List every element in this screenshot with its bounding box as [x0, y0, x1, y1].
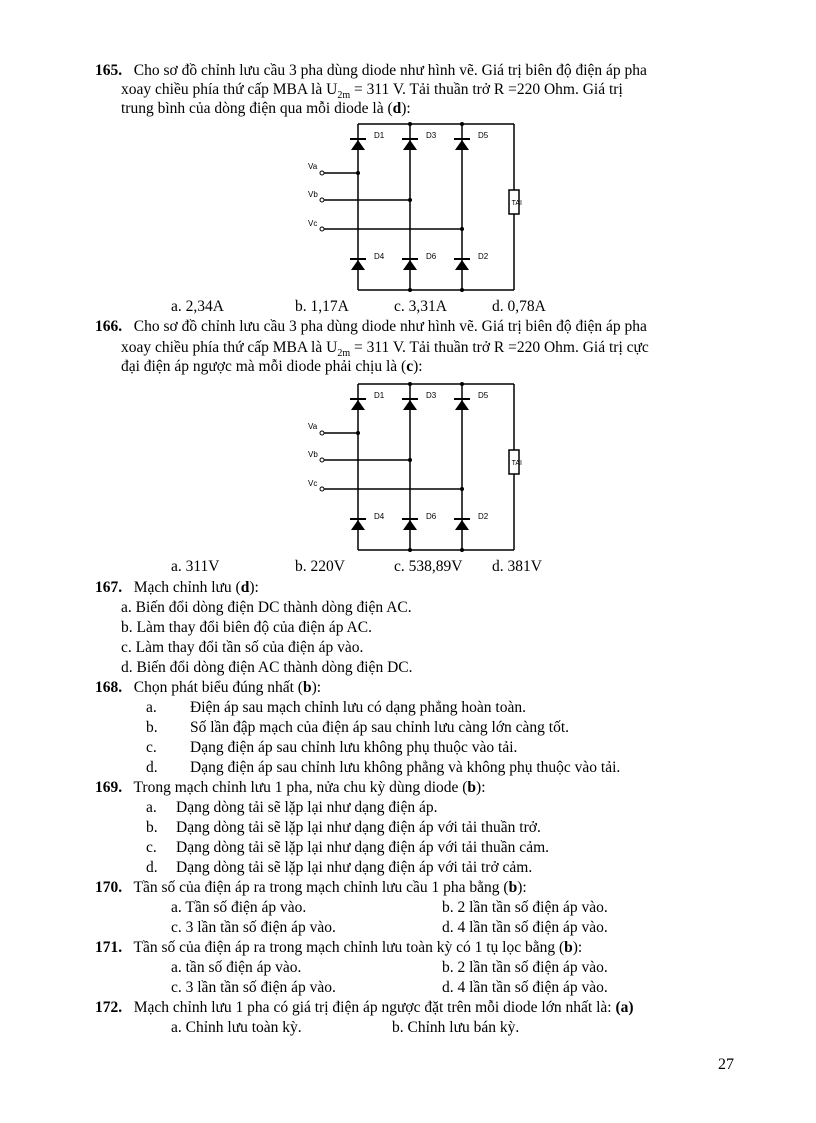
- q169-label-b: b.: [146, 819, 158, 836]
- q168-option-a: Điện áp sau mạch chỉnh lưu có dạng phẳng hoàn toàn.: [190, 699, 526, 716]
- question-text: trung bình của dòng điện qua mỗi diode là (: [121, 100, 393, 117]
- diode-label: D4: [374, 512, 385, 521]
- q171-stem: [95, 938, 582, 957]
- question-text: Mạch chỉnh lưu 1 pha có giá trị điện áp ngược đặt trên mỗi diode lớn nhất là:: [133, 999, 616, 1016]
- diode-label: D6: [426, 252, 437, 261]
- question-text: = 311 V. Tải thuần trở R =220 Ohm. Giá trị: [350, 81, 623, 98]
- q166-line3: [121, 357, 423, 376]
- question-text: Trong mạch chỉnh lưu 1 pha, nửa chu kỳ dùng diode (: [133, 779, 468, 796]
- q166-option-b: b. 220V: [295, 558, 345, 575]
- diode-label: D4: [374, 252, 385, 261]
- q171-option-d: d. 4 lần tần số điện áp vào.: [442, 979, 608, 996]
- q166-option-c: c. 538,89V: [394, 558, 463, 575]
- diode-label: D1: [374, 131, 385, 140]
- q170-option-b: b. 2 lần tần số điện áp vào.: [442, 899, 608, 916]
- diode-label: D5: [478, 391, 489, 400]
- q169-option-d: Dạng dòng tải sẽ lặp lại như dạng điện áp với tải trở cảm.: [176, 859, 533, 876]
- q168-label-b: b.: [146, 719, 158, 736]
- question-text: Tần số của điện áp ra trong mạch chỉnh lưu cầu 1 pha bằng (: [133, 879, 509, 896]
- q171-option-a: a. tần số điện áp vào.: [171, 959, 302, 976]
- q167-stem: [95, 578, 259, 597]
- q172-option-a: a. Chỉnh lưu toàn kỳ.: [171, 1019, 302, 1036]
- question-number: 165.: [95, 62, 123, 79]
- question-number: 167.: [95, 579, 123, 596]
- question-text: Cho sơ đồ chỉnh lưu cầu 3 pha dùng diode như hình vẽ. Giá trị biên độ điện áp pha: [133, 318, 647, 335]
- diode-label: D2: [478, 512, 489, 521]
- load-label: TAI: [511, 200, 522, 207]
- answer-key: c: [406, 358, 414, 375]
- question-text: xoay chiều phía thứ cấp MBA là U: [121, 81, 338, 98]
- q172-option-b: b. Chỉnh lưu bán kỳ.: [392, 1019, 520, 1036]
- q166-line1: [95, 317, 647, 336]
- diode-label: D6: [426, 512, 437, 521]
- question-text: Mạch chỉnh lưu (: [133, 579, 241, 596]
- answer-key: b: [467, 779, 477, 796]
- q169-label-d: d.: [146, 859, 158, 876]
- question-text: xoay chiều phía thứ cấp MBA là U: [121, 339, 338, 356]
- phase-label: Vb: [308, 190, 318, 199]
- q167-option-c: c. Làm thay đổi tần số của điện áp vào.: [121, 639, 364, 656]
- q165-line1: [95, 61, 647, 80]
- question-number: 171.: [95, 939, 123, 956]
- question-number: 170.: [95, 879, 123, 896]
- q167-option-a: a. Biến đổi dòng điện DC thành dòng điện AC.: [121, 599, 412, 616]
- answer-key: (a): [615, 999, 634, 1016]
- question-text: = 311 V. Tải thuần trở R =220 Ohm. Giá trị cực: [350, 339, 649, 356]
- q169-option-b: Dạng dòng tải sẽ lặp lại như dạng điện áp với tải thuần trở.: [176, 819, 541, 836]
- q168-stem: [95, 678, 321, 697]
- question-number: 166.: [95, 318, 123, 335]
- q172-stem: [95, 998, 634, 1017]
- diode-label: D2: [478, 252, 489, 261]
- q169-label-c: c.: [146, 839, 157, 856]
- subscript: 2m: [337, 90, 351, 102]
- q169-option-a: Dạng dòng tải sẽ lặp lại như dạng điện áp.: [176, 799, 438, 816]
- answer-key: b: [302, 679, 312, 696]
- page-number: 27: [718, 1056, 734, 1073]
- question-text: ):: [517, 879, 527, 896]
- phase-label: Vc: [308, 219, 318, 228]
- subscript: 2m: [337, 348, 351, 360]
- q171-option-c: c. 3 lần tần số điện áp vào.: [171, 979, 336, 996]
- question-number: 172.: [95, 999, 123, 1016]
- q165-option-d: d. 0,78A: [492, 298, 546, 315]
- q170-option-c: c. 3 lần tần số điện áp vào.: [171, 919, 336, 936]
- q169-option-c: Dạng dòng tải sẽ lặp lại như dạng điện áp với tải thuần cảm.: [176, 839, 549, 856]
- question-text: Chọn phát biểu đúng nhất (: [133, 679, 303, 696]
- question-number: 169.: [95, 779, 123, 796]
- q165-line3: [121, 99, 411, 118]
- q169-label-a: a.: [146, 799, 157, 816]
- question-text: Tần số của điện áp ra trong mạch chỉnh lưu toàn kỳ có 1 tụ lọc bằng (: [133, 939, 565, 956]
- q165-option-b: b. 1,17A: [295, 298, 349, 315]
- load-label: TAI: [511, 460, 522, 467]
- answer-key: d: [240, 579, 250, 596]
- question-text: ):: [413, 358, 423, 375]
- q167-option-b: b. Làm thay đổi biên độ của điện áp AC.: [121, 619, 372, 636]
- q169-stem: [95, 778, 486, 797]
- question-text: đại điện áp ngược mà mỗi diode phải chịu là (: [121, 358, 407, 375]
- question-text: ):: [572, 939, 583, 956]
- question-text: ):: [249, 579, 259, 596]
- q168-label-a: a.: [146, 699, 157, 716]
- q170-option-a: a. Tần số điện áp vào.: [171, 899, 307, 916]
- question-text: ):: [311, 679, 322, 696]
- bridge-rectifier-diagram: [300, 118, 525, 302]
- question-text: ):: [476, 779, 486, 796]
- phase-label: Va: [308, 162, 318, 171]
- q165-option-c: c. 3,31A: [394, 298, 447, 315]
- diode-label: D3: [426, 391, 437, 400]
- phase-label: Vc: [308, 479, 318, 488]
- diode-label: D1: [374, 391, 385, 400]
- diode-label: D3: [426, 131, 437, 140]
- q165-option-a: a. 2,34A: [171, 298, 224, 315]
- diode-label: D5: [478, 131, 489, 140]
- q168-label-c: c.: [146, 739, 157, 756]
- answer-key: b: [564, 939, 573, 956]
- q166-option-d: d. 381V: [492, 558, 542, 575]
- q171-option-b: b. 2 lần tần số điện áp vào.: [442, 959, 608, 976]
- question-text: ):: [401, 100, 411, 117]
- q168-label-d: d.: [146, 759, 158, 776]
- q170-option-d: d. 4 lần tần số điện áp vào.: [442, 919, 608, 936]
- q166-option-a: a. 311V: [171, 558, 220, 575]
- question-text: Cho sơ đồ chỉnh lưu cầu 3 pha dùng diode như hình vẽ. Giá trị biên độ điện áp pha: [133, 62, 647, 79]
- phase-label: Vb: [308, 450, 318, 459]
- phase-label: Va: [308, 422, 318, 431]
- q168-option-c: Dạng điện áp sau chỉnh lưu không phụ thuộc vào tải.: [190, 739, 518, 756]
- question-number: 168.: [95, 679, 123, 696]
- answer-key: d: [392, 100, 402, 117]
- q168-option-d: Dạng điện áp sau chỉnh lưu không phẳng và không phụ thuộc vào tải.: [190, 759, 621, 776]
- q168-option-b: Số lần đập mạch của điện áp sau chỉnh lưu càng lớn càng tốt.: [190, 719, 570, 736]
- bridge-rectifier-diagram: [300, 378, 525, 562]
- q167-option-d: d. Biến đổi dòng điện AC thành dòng điện DC.: [121, 659, 413, 676]
- q170-stem: [95, 878, 527, 897]
- answer-key: b: [508, 879, 518, 896]
